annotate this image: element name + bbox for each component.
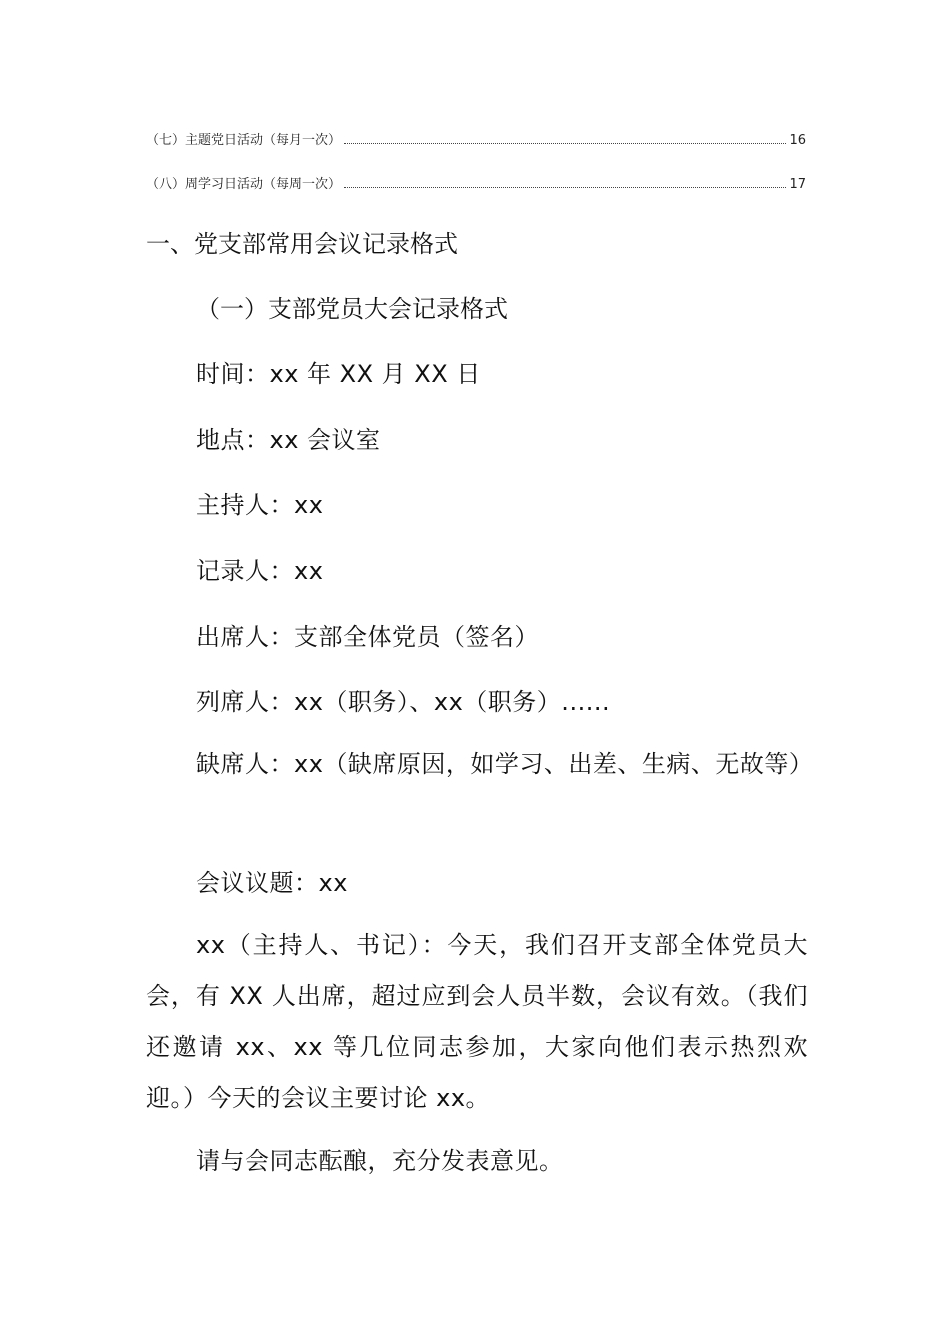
toc-entry-label: （七）主题党日活动（每月一次） [146, 133, 342, 148]
toc-page-number: 16 [789, 133, 806, 148]
meeting-place: 地点：xx 会议室 [196, 426, 381, 454]
subsection-title: （一）支部党员大会记录格式 [196, 295, 508, 323]
meeting-attendees: 出席人：支部全体党员（签名） [196, 623, 539, 651]
toc-entry-7[interactable] [146, 129, 806, 148]
toc-leader-dots [344, 143, 786, 144]
toc-page-number: 17 [789, 177, 806, 192]
meeting-agenda: 会议议题：xx [196, 869, 348, 897]
meeting-observers: 列席人：xx（职务）、xx（职务）...... [196, 688, 611, 716]
meeting-host: 主持人：xx [196, 491, 324, 519]
meeting-time: 时间：xx 年 XX 月 XX 日 [196, 360, 481, 388]
toc-entry-8[interactable] [146, 173, 806, 192]
closing-paragraph: 请与会同志酝酿，充分发表意见。 [196, 1147, 564, 1175]
toc-entry-label: （八）周学习日活动（每周一次） [146, 177, 342, 192]
toc-leader-dots [344, 187, 786, 188]
meeting-absentees: 缺席人：xx（缺席原因，如学习、出差、生病、无故等） [196, 750, 814, 778]
section-title: 一、党支部常用会议记录格式 [146, 230, 458, 258]
meeting-recorder: 记录人：xx [196, 557, 324, 585]
opening-paragraph: xx（主持人、书记）：今天，我们召开支部全体党员大会，有 XX 人出席，超过应到会人员半数，会议有效。（我们还邀请 xx、xx 等几位同志参加，大家向他们表示热烈欢迎。）今天的会议主要讨论 xx。 [146, 931, 808, 1112]
